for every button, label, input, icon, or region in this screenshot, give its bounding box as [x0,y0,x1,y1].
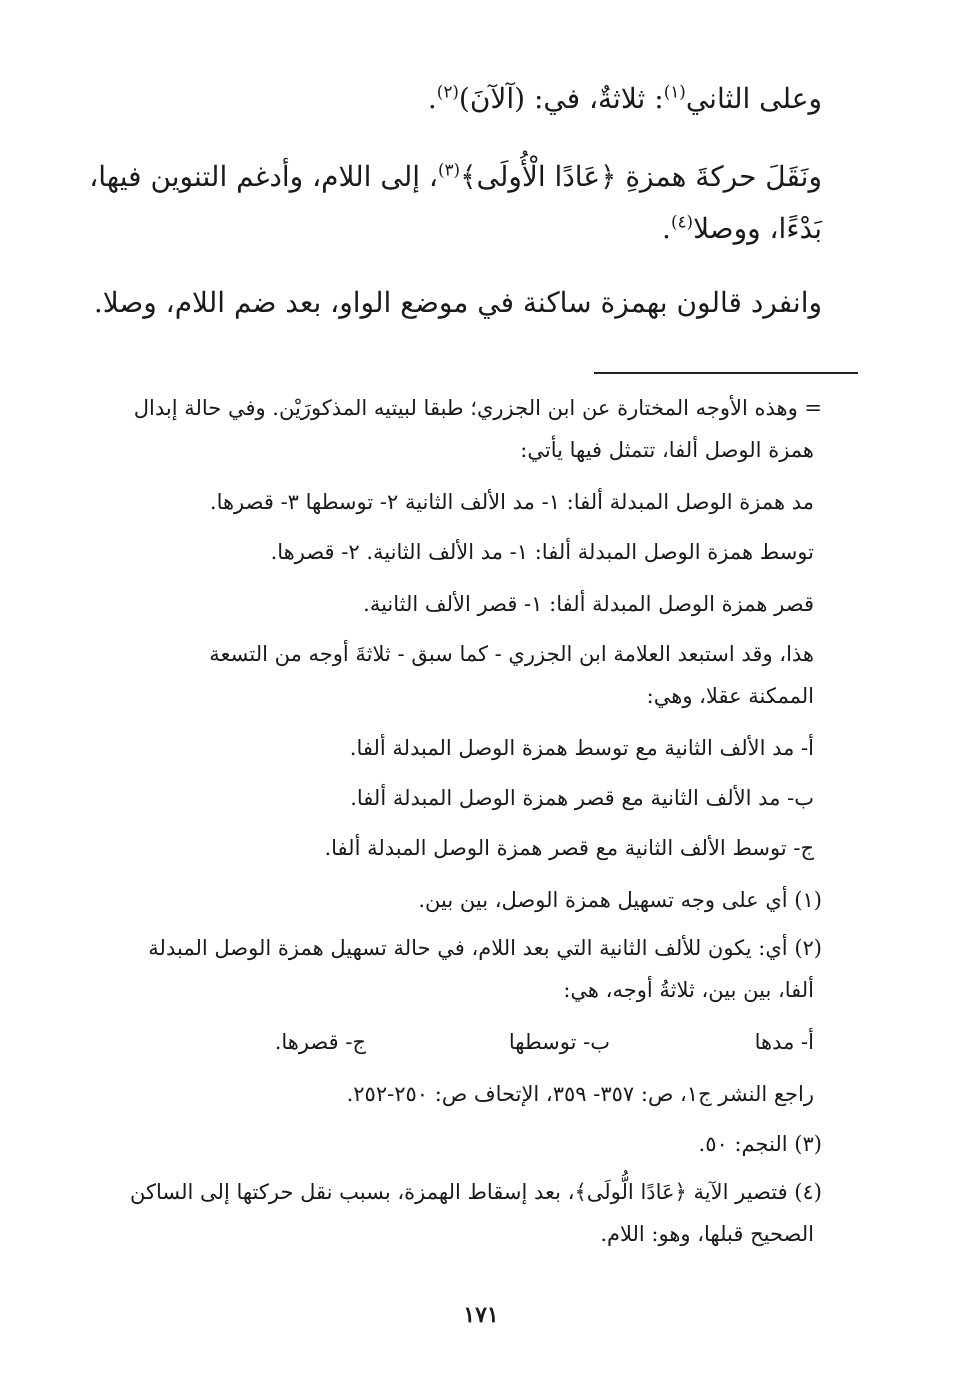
footnote-2-option-b: ب- توسطها [508,1030,610,1054]
footnote-ref: (١) [663,81,686,102]
body-text: ، إلى اللام، وأدغم التنوين فيها، [89,160,438,193]
body-text: ونَقَلَ حركةَ همزةِ ﴿عَادًا الْأُولَى﴾ [460,160,822,193]
body-line-2 [89,160,822,193]
footnote-continued-line: ج- توسط الألف الثانية مع قصر همزة الوصل المبدلة ألفا. [324,836,814,860]
body-line-1 [428,82,822,115]
footnote-continued-line: مد همزة الوصل المبدلة ألفا: ١- مد الألف الثانية ٢- توسطها ٣- قصرها. [209,490,814,514]
footnote-2-line-2: ألفا، بين بين، ثلاثةُ أوجه، هي: [563,978,814,1002]
footnote-separator [594,372,858,374]
footnote-continued-line: قصر همزة الوصل المبدلة ألفا: ١- قصر الألف الثانية. [363,592,814,616]
body-text: وعلى الثاني [685,82,822,115]
footnote-4-line-1: (٤) فتصير الآية ﴿عَادًا الُّولَى﴾، بعد إسقاط الهمزة، بسبب نقل حركتها إلى الساكن [130,1180,822,1204]
body-text: . [427,82,437,115]
footnote-3: (٣) النجم: ٥٠. [698,1132,822,1156]
body-text: بَدْءًا، ووصلا [693,212,822,245]
page-number: ١٧١ [463,1302,499,1328]
footnote-2-option-a: أ- مدها [754,1030,814,1054]
footnote-continued-line: هذا، وقد استبعد العلامة ابن الجزري - كما سبق - ثلاثةَ أوجه من التسعة [209,642,814,666]
body-line-4: وانفرد قالون بهمزة ساكنة في موضع الواو، بعد ضم اللام، وصلا. [93,286,822,319]
body-line-3 [662,212,822,245]
footnote-2-option-c: ج- قصرها. [274,1030,366,1054]
footnote-2-line-4: راجع النشر ج١، ص: ٣٥٧- ٣٥٩، الإتحاف ص: ٢٥٠-٢٥٢. [346,1082,814,1106]
footnote-2-line-1: (٢) أي: يكون للألف الثانية التي بعد اللام، في حالة تسهيل همزة الوصل المبدلة [148,936,822,960]
body-text: . [662,212,671,245]
footnote-4-line-2: الصحيح قبلها، وهو: اللام. [600,1222,814,1246]
footnote-continued-line: توسط همزة الوصل المبدلة ألفا: ١- مد الألف الثانية. ٢- قصرها. [270,540,814,564]
footnote-continued-line: الممكنة عقلا، وهي: [646,684,814,708]
footnote-continued-line: همزة الوصل ألفا، تتمثل فيها يأتي: [520,438,814,462]
footnote-ref: (٣) [437,159,461,180]
body-text: : ثلاثةٌ، في: (آلآنَ) [458,82,664,115]
footnote-ref: (٤) [670,211,694,232]
footnote-continued-line: أ- مد الألف الثانية مع توسط همزة الوصل المبدلة ألفا. [349,736,814,760]
footnote-continued-line: = وهذه الأوجه المختارة عن ابن الجزري؛ طبقا لبيتيه المذكورَيْن. وفي حالة إبدال [133,396,822,420]
footnote-ref: (٢) [436,81,459,102]
footnote-1: (١) أي على وجه تسهيل همزة الوصل، بين بين. [418,888,822,912]
footnote-continued-line: ب- مد الألف الثانية مع قصر همزة الوصل المبدلة ألفا. [350,786,814,810]
